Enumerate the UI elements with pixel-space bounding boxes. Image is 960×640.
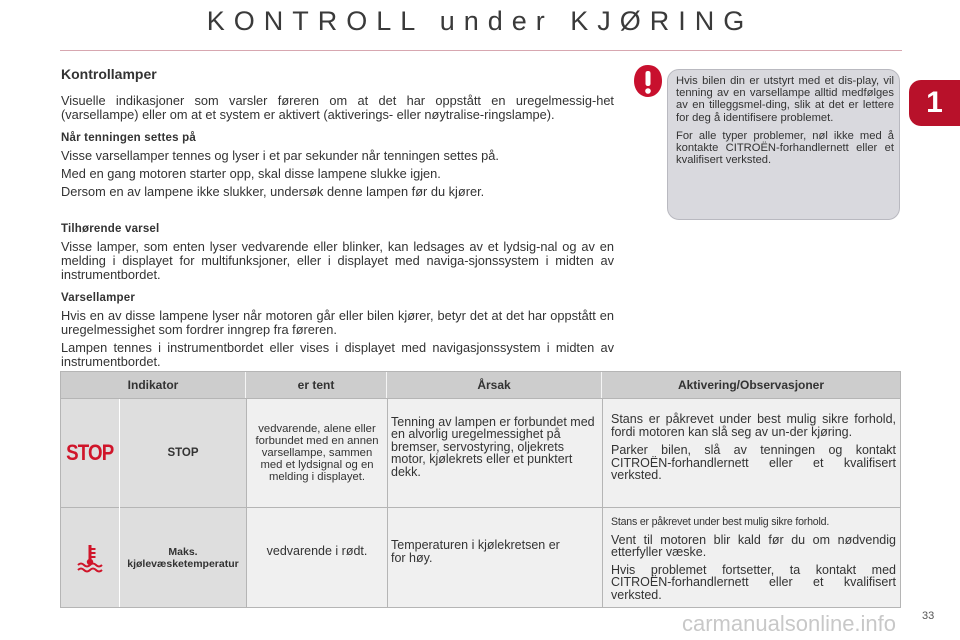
column-divider <box>602 399 603 607</box>
column-divider <box>246 399 247 607</box>
stop-icon: STOP <box>66 439 114 465</box>
indicator-table <box>60 371 901 608</box>
state-text-value: vedvarende i rødt. <box>266 544 368 559</box>
exclamation-icon <box>633 64 663 98</box>
table-header-actions: Aktivering/Observasjoner <box>602 372 900 398</box>
startup-paragraph-2: Med en gang motoren starter opp, skal disse lampene slukke igjen. <box>61 166 441 181</box>
actions-cell <box>603 399 900 507</box>
action-line: Stans er påkrevet under best mulig sikre forhold. <box>611 516 830 528</box>
related-paragraph: Visse lamper, som enten lyser vedvarende eller blinker, kan ledsages av et lydsig-nal og av en melding i displayet for multifunksjoner, eller i displayet med naviga-sjonssystem i midten av instrumentbordet. <box>61 239 614 282</box>
indicator-name: Maks. kjølevæsketemperatur <box>120 508 246 607</box>
section-title: Kontrollamper <box>61 66 157 82</box>
notice-paragraph-1: Hvis bilen din er utstyrt med et dis-play, vil tenning av en varsellampe alltid medfølges av en tilleggsmel-ding, slik at det er lettere for deg å identifisere problemet. <box>676 75 894 124</box>
action-line: Hvis problemet fortsetter, ta kontakt med CITROËN-forhandlernett eller et kvalifisert verksted. <box>611 562 896 602</box>
action-line: Stans er påkrevet under best mulig sikre forhold, fordi motoren kan slå seg av un-der kjøring. <box>611 412 896 439</box>
main-text <box>61 94 614 369</box>
warning-lamps-paragraph-2: Lampen tennes i instrumentbordet eller vises i displayet med navigasjonssystem i midten av instrumentbordet. <box>61 340 614 369</box>
action-line: Parker bilen, slå av tenningen og kontakt CITROËN-forhandlernett eller et kvalifisert verksted. <box>611 443 896 482</box>
notice-box <box>667 69 900 220</box>
page-header-title: KONTROLL under KJØRING <box>206 6 754 36</box>
watermark: carmanualsonline.info <box>682 611 897 636</box>
page-number: 33 <box>922 610 935 622</box>
header-divider <box>60 50 902 51</box>
indicator-name: STOP <box>120 399 246 507</box>
column-divider <box>387 399 388 607</box>
related-heading: Tilhørende varsel <box>61 223 160 235</box>
table-row <box>61 399 119 507</box>
startup-paragraph-3: Dersom en av lampene ikke slukker, undersøk denne lampen før du kjører. <box>61 184 485 199</box>
table-header-cause: Årsak <box>387 372 602 398</box>
cause-text-value: Temperaturen i kjølekretsen er for høy. <box>391 538 560 565</box>
startup-paragraph-1: Visse varsellamper tennes og lyser i et par sekunder når tenningen settes på. <box>61 148 499 163</box>
column-divider <box>119 399 120 607</box>
cause-text <box>388 399 602 507</box>
table-header-indicator: Indikator <box>61 372 246 398</box>
actions-cell <box>603 508 900 607</box>
state-text: vedvarende, alene eller forbundet med en annen varsellampe, sammen med et lydsignal og en melding i displayet. <box>247 399 387 507</box>
intro-paragraph: Visuelle indikasjoner som varsler føreren om at det har oppstått en uregelmessig-het (varsellampe) eller om at et system er aktivert (aktiverings- eller nøytralise-ringslampe). <box>61 93 614 122</box>
state-text <box>247 508 387 607</box>
cause-text-value: Tenning av lampen er forbundet med en alvorlig uregelmessighet på bremser, servostyring, oljekrets motor, kjølekrets eller et punktert dekk. <box>391 414 595 479</box>
warning-lamps-heading: Varsellamper <box>61 292 136 304</box>
cause-text <box>388 508 602 607</box>
warning-lamps-paragraph-1: Hvis en av disse lampene lyser når motoren går eller bilen kjører, betyr det at det har oppstått en uregelmessighet som fordrer inngrep fra føreren. <box>61 308 614 337</box>
notice-paragraph-2: For alle typer problemer, nøl ikke med å kontakte CITROËN-forhandlernett eller et kvalifisert verksted. <box>676 129 894 167</box>
coolant-temperature-icon <box>76 543 104 573</box>
action-line: Vent til motoren blir kald før du om nødvendig etterfyller væske. <box>611 532 896 559</box>
startup-heading: Når tenningen settes på <box>61 132 196 144</box>
chapter-tab[interactable]: 1 <box>909 80 960 126</box>
table-header-state: er tent <box>246 372 387 398</box>
table-row <box>61 508 119 607</box>
